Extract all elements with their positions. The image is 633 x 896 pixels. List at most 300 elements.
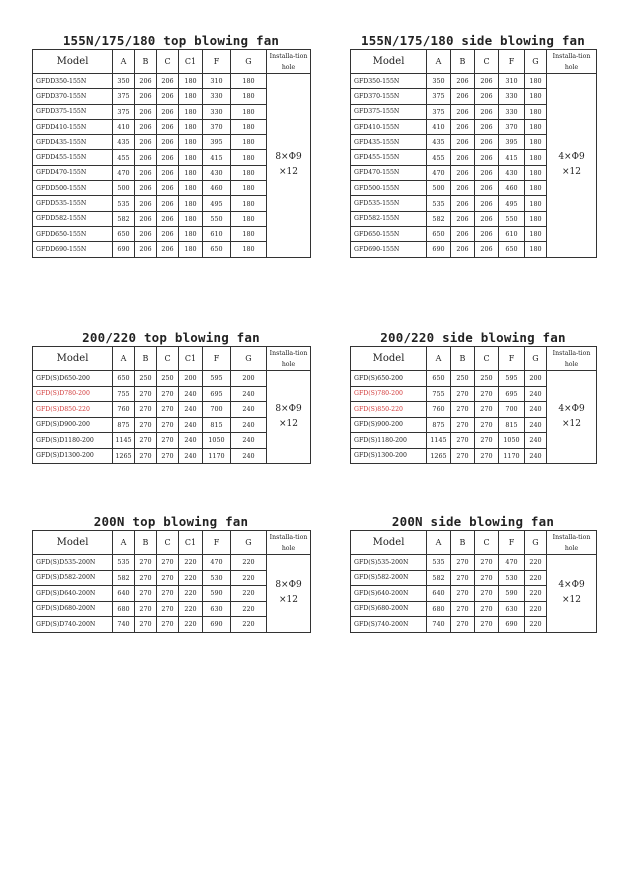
value-cell: 270 xyxy=(475,617,499,633)
value-cell: 530 xyxy=(203,570,231,586)
value-cell: 180 xyxy=(525,181,547,196)
value-cell: 206 xyxy=(451,196,475,211)
value-cell: 206 xyxy=(451,74,475,89)
top-blowing-fan-title: 200/220 top blowing fan xyxy=(82,330,260,345)
value-cell: 180 xyxy=(525,135,547,150)
model-cell: GFD(S)D680-200N xyxy=(33,601,113,617)
installation-hole-spec: 8×Φ9 xyxy=(275,152,302,163)
value-cell: 180 xyxy=(231,89,267,104)
model-cell: GFDD535-155N xyxy=(33,196,113,211)
value-cell: 206 xyxy=(135,104,157,119)
installation-hole-cell xyxy=(267,74,311,258)
value-cell: 330 xyxy=(499,89,525,104)
top-blowing-fan-table xyxy=(32,49,311,258)
value-cell: 206 xyxy=(135,74,157,89)
side-blowing-fan-table xyxy=(350,530,597,633)
model-cell: GFD(S)D780-200 xyxy=(33,386,113,402)
installation-hole-depth: ×12 xyxy=(279,419,298,429)
value-cell: 220 xyxy=(179,586,203,602)
value-cell: 455 xyxy=(113,150,135,165)
value-cell: 206 xyxy=(451,242,475,257)
value-cell: 755 xyxy=(113,386,135,402)
value-cell: 582 xyxy=(427,211,451,226)
value-cell: 206 xyxy=(451,119,475,134)
value-cell: 240 xyxy=(525,433,547,449)
model-cell: GFD(S)D850-220 xyxy=(33,402,113,418)
model-cell: GFD(S)D900-200 xyxy=(33,417,113,433)
top-blowing-fan-block xyxy=(32,33,311,258)
column-header: F xyxy=(203,347,231,371)
installation-hole-cell xyxy=(547,555,597,633)
column-header: F xyxy=(499,50,525,74)
value-cell: 395 xyxy=(203,135,231,150)
value-cell: 220 xyxy=(179,617,203,633)
value-cell: 690 xyxy=(427,242,451,257)
value-cell: 206 xyxy=(475,181,499,196)
value-cell: 650 xyxy=(203,242,231,257)
value-cell: 370 xyxy=(499,119,525,134)
value-cell: 240 xyxy=(231,402,267,418)
value-cell: 206 xyxy=(157,242,179,257)
value-cell: 220 xyxy=(231,570,267,586)
value-cell: 1145 xyxy=(427,433,451,449)
side-blowing-fan-block xyxy=(350,33,597,258)
value-cell: 180 xyxy=(231,104,267,119)
top-blowing-fan-title: 155N/175/180 top blowing fan xyxy=(62,33,280,48)
column-header: B xyxy=(135,50,157,74)
value-cell: 250 xyxy=(135,371,157,387)
side-blowing-fan-title: 200/220 side blowing fan xyxy=(380,330,566,345)
value-cell: 270 xyxy=(475,433,499,449)
value-cell: 180 xyxy=(179,89,203,104)
value-cell: 415 xyxy=(499,150,525,165)
value-cell: 630 xyxy=(499,601,525,617)
value-cell: 270 xyxy=(451,417,475,433)
column-header: A xyxy=(113,50,135,74)
value-cell: 375 xyxy=(113,89,135,104)
value-cell: 550 xyxy=(203,211,231,226)
value-cell: 240 xyxy=(179,448,203,464)
value-cell: 270 xyxy=(135,617,157,633)
value-cell: 206 xyxy=(475,211,499,226)
value-cell: 200 xyxy=(179,371,203,387)
column-header: F xyxy=(203,50,231,74)
model-cell: GFD455-155N xyxy=(351,150,427,165)
value-cell: 270 xyxy=(475,402,499,418)
value-cell: 270 xyxy=(135,386,157,402)
value-cell: 206 xyxy=(135,181,157,196)
value-cell: 1145 xyxy=(113,433,135,449)
top-blowing-fan-block xyxy=(32,330,311,464)
value-cell: 330 xyxy=(203,89,231,104)
model-cell: GFD(S)535-200N xyxy=(351,555,427,571)
value-cell: 240 xyxy=(231,386,267,402)
model-cell: GFD(S)1180-200 xyxy=(351,433,427,449)
value-cell: 220 xyxy=(525,570,547,586)
value-cell: 206 xyxy=(157,74,179,89)
model-cell: GFD435-155N xyxy=(351,135,427,150)
model-cell: GFD(S)D582-200N xyxy=(33,570,113,586)
value-cell: 180 xyxy=(525,74,547,89)
value-cell: 200 xyxy=(525,371,547,387)
value-cell: 435 xyxy=(427,135,451,150)
value-cell: 270 xyxy=(157,386,179,402)
model-cell: GFD500-155N xyxy=(351,181,427,196)
value-cell: 535 xyxy=(113,196,135,211)
value-cell: 582 xyxy=(113,570,135,586)
installation-hole-spec: 4×Φ9 xyxy=(558,404,585,414)
model-cell: GFD(S)1300-200 xyxy=(351,448,427,464)
installation-hole-spec: 8×Φ9 xyxy=(275,580,302,591)
value-cell: 460 xyxy=(499,181,525,196)
value-cell: 310 xyxy=(203,74,231,89)
value-cell: 270 xyxy=(451,386,475,402)
column-header: B xyxy=(451,531,475,555)
column-header: G xyxy=(231,347,267,371)
value-cell: 206 xyxy=(475,196,499,211)
value-cell: 240 xyxy=(525,448,547,464)
value-cell: 206 xyxy=(157,196,179,211)
value-cell: 650 xyxy=(499,242,525,257)
column-header: A xyxy=(427,347,451,371)
column-header: A xyxy=(427,50,451,74)
value-cell: 500 xyxy=(113,181,135,196)
model-cell: GFD(S)640-200N xyxy=(351,586,427,602)
value-cell: 590 xyxy=(499,586,525,602)
value-cell: 270 xyxy=(451,433,475,449)
value-cell: 180 xyxy=(179,119,203,134)
column-header: B xyxy=(135,347,157,371)
column-header: Model xyxy=(351,347,427,371)
value-cell: 240 xyxy=(179,402,203,418)
value-cell: 206 xyxy=(475,226,499,241)
value-cell: 1170 xyxy=(499,448,525,464)
column-header: F xyxy=(203,531,231,555)
value-cell: 270 xyxy=(475,448,499,464)
value-cell: 270 xyxy=(451,601,475,617)
column-header: F xyxy=(499,531,525,555)
value-cell: 206 xyxy=(475,242,499,257)
value-cell: 410 xyxy=(427,119,451,134)
value-cell: 270 xyxy=(451,555,475,571)
value-cell: 695 xyxy=(499,386,525,402)
value-cell: 180 xyxy=(179,242,203,257)
value-cell: 1265 xyxy=(427,448,451,464)
value-cell: 180 xyxy=(231,211,267,226)
value-cell: 270 xyxy=(157,417,179,433)
value-cell: 180 xyxy=(231,181,267,196)
value-cell: 180 xyxy=(525,165,547,180)
value-cell: 206 xyxy=(157,226,179,241)
value-cell: 206 xyxy=(135,135,157,150)
value-cell: 206 xyxy=(157,119,179,134)
value-cell: 700 xyxy=(203,402,231,418)
value-cell: 550 xyxy=(499,211,525,226)
value-cell: 270 xyxy=(135,586,157,602)
value-cell: 180 xyxy=(231,135,267,150)
value-cell: 270 xyxy=(135,555,157,571)
value-cell: 220 xyxy=(231,555,267,571)
column-header: Installa-tion hole xyxy=(547,531,597,555)
value-cell: 220 xyxy=(231,586,267,602)
value-cell: 495 xyxy=(499,196,525,211)
value-cell: 375 xyxy=(427,89,451,104)
column-header: A xyxy=(113,531,135,555)
model-cell: GFD410-155N xyxy=(351,119,427,134)
top-blowing-fan-title: 200N top blowing fan xyxy=(93,514,249,529)
value-cell: 180 xyxy=(179,104,203,119)
value-cell: 740 xyxy=(427,617,451,633)
side-blowing-fan-title: 155N/175/180 side blowing fan xyxy=(360,33,586,48)
value-cell: 206 xyxy=(157,181,179,196)
value-cell: 270 xyxy=(475,417,499,433)
column-header: Installa-tion hole xyxy=(547,347,597,371)
column-header: G xyxy=(231,50,267,74)
model-cell: GFD370-155N xyxy=(351,89,427,104)
value-cell: 460 xyxy=(203,181,231,196)
value-cell: 680 xyxy=(427,601,451,617)
value-cell: 240 xyxy=(231,417,267,433)
value-cell: 220 xyxy=(231,617,267,633)
side-blowing-fan-block xyxy=(350,330,597,464)
value-cell: 220 xyxy=(179,555,203,571)
model-cell: GFD(S)D640-200N xyxy=(33,586,113,602)
column-header: Model xyxy=(33,50,113,74)
column-header: C1 xyxy=(179,50,203,74)
value-cell: 270 xyxy=(451,448,475,464)
value-cell: 815 xyxy=(499,417,525,433)
value-cell: 430 xyxy=(203,165,231,180)
installation-hole-spec: 8×Φ9 xyxy=(275,404,302,414)
value-cell: 206 xyxy=(451,226,475,241)
value-cell: 180 xyxy=(231,74,267,89)
value-cell: 206 xyxy=(157,104,179,119)
value-cell: 270 xyxy=(135,402,157,418)
value-cell: 350 xyxy=(113,74,135,89)
installation-hole-spec: 4×Φ9 xyxy=(558,152,585,163)
value-cell: 180 xyxy=(525,242,547,257)
table-row xyxy=(351,74,597,89)
value-cell: 250 xyxy=(157,371,179,387)
value-cell: 206 xyxy=(475,150,499,165)
model-cell: GFD375-155N xyxy=(351,104,427,119)
value-cell: 1170 xyxy=(203,448,231,464)
value-cell: 650 xyxy=(427,371,451,387)
table-row xyxy=(33,555,311,571)
value-cell: 206 xyxy=(475,89,499,104)
model-cell: GFDD370-155N xyxy=(33,89,113,104)
value-cell: 270 xyxy=(451,402,475,418)
value-cell: 350 xyxy=(427,74,451,89)
value-cell: 270 xyxy=(475,570,499,586)
installation-hole-depth: ×12 xyxy=(562,167,581,178)
value-cell: 206 xyxy=(157,211,179,226)
value-cell: 595 xyxy=(499,371,525,387)
column-header: A xyxy=(427,531,451,555)
installation-hole-cell xyxy=(267,371,311,464)
value-cell: 180 xyxy=(231,165,267,180)
value-cell: 206 xyxy=(475,104,499,119)
model-cell: GFD(S)D740-200N xyxy=(33,617,113,633)
model-cell: GFDD650-155N xyxy=(33,226,113,241)
value-cell: 690 xyxy=(203,617,231,633)
model-cell: GFDD435-155N xyxy=(33,135,113,150)
value-cell: 220 xyxy=(179,601,203,617)
value-cell: 270 xyxy=(157,433,179,449)
side-blowing-fan-title: 200N side blowing fan xyxy=(391,514,555,529)
model-cell: GFD650-155N xyxy=(351,226,427,241)
value-cell: 535 xyxy=(113,555,135,571)
value-cell: 270 xyxy=(157,586,179,602)
value-cell: 270 xyxy=(475,586,499,602)
value-cell: 206 xyxy=(157,150,179,165)
value-cell: 180 xyxy=(525,150,547,165)
value-cell: 240 xyxy=(231,448,267,464)
value-cell: 206 xyxy=(451,104,475,119)
value-cell: 680 xyxy=(113,601,135,617)
value-cell: 180 xyxy=(231,226,267,241)
value-cell: 200 xyxy=(231,371,267,387)
column-header: Model xyxy=(351,50,427,74)
value-cell: 206 xyxy=(135,242,157,257)
value-cell: 240 xyxy=(525,386,547,402)
value-cell: 270 xyxy=(157,617,179,633)
value-cell: 240 xyxy=(231,433,267,449)
value-cell: 375 xyxy=(427,104,451,119)
column-header: C1 xyxy=(179,531,203,555)
column-header: C1 xyxy=(179,347,203,371)
column-header: F xyxy=(499,347,525,371)
side-blowing-fan-table xyxy=(350,49,597,258)
value-cell: 180 xyxy=(525,211,547,226)
value-cell: 206 xyxy=(135,211,157,226)
value-cell: 240 xyxy=(525,417,547,433)
value-cell: 330 xyxy=(203,104,231,119)
value-cell: 650 xyxy=(113,226,135,241)
value-cell: 206 xyxy=(475,119,499,134)
model-cell: GFD(S)D650-200 xyxy=(33,371,113,387)
column-header: Installa-tion hole xyxy=(267,531,311,555)
value-cell: 410 xyxy=(113,119,135,134)
value-cell: 530 xyxy=(499,570,525,586)
value-cell: 650 xyxy=(427,226,451,241)
value-cell: 415 xyxy=(203,150,231,165)
model-cell: GFDD455-155N xyxy=(33,150,113,165)
value-cell: 640 xyxy=(427,586,451,602)
value-cell: 270 xyxy=(135,417,157,433)
value-cell: 180 xyxy=(525,89,547,104)
value-cell: 206 xyxy=(135,89,157,104)
value-cell: 220 xyxy=(179,570,203,586)
value-cell: 582 xyxy=(113,211,135,226)
value-cell: 270 xyxy=(475,601,499,617)
value-cell: 1050 xyxy=(499,433,525,449)
value-cell: 270 xyxy=(135,433,157,449)
value-cell: 206 xyxy=(157,135,179,150)
column-header: Model xyxy=(33,531,113,555)
value-cell: 240 xyxy=(179,386,203,402)
value-cell: 240 xyxy=(179,417,203,433)
model-cell: GFD(S)680-200N xyxy=(351,601,427,617)
value-cell: 180 xyxy=(179,211,203,226)
column-header: Model xyxy=(351,531,427,555)
column-header: B xyxy=(451,50,475,74)
value-cell: 470 xyxy=(203,555,231,571)
value-cell: 220 xyxy=(525,601,547,617)
value-cell: 1050 xyxy=(203,433,231,449)
column-header: G xyxy=(525,531,547,555)
installation-hole-depth: ×12 xyxy=(279,595,298,606)
value-cell: 206 xyxy=(451,181,475,196)
value-cell: 250 xyxy=(475,371,499,387)
value-cell: 630 xyxy=(203,601,231,617)
model-cell: GFD(S)650-200 xyxy=(351,371,427,387)
model-cell: GFD690-155N xyxy=(351,242,427,257)
value-cell: 270 xyxy=(135,601,157,617)
table-row xyxy=(33,74,311,89)
column-header: C xyxy=(475,531,499,555)
value-cell: 180 xyxy=(179,181,203,196)
value-cell: 500 xyxy=(427,181,451,196)
model-cell: GFDD375-155N xyxy=(33,104,113,119)
value-cell: 395 xyxy=(499,135,525,150)
value-cell: 700 xyxy=(499,402,525,418)
model-cell: GFD535-155N xyxy=(351,196,427,211)
table-row xyxy=(351,555,597,571)
model-cell: GFD(S)850-220 xyxy=(351,402,427,418)
value-cell: 815 xyxy=(203,417,231,433)
side-blowing-fan-table xyxy=(350,346,597,464)
value-cell: 330 xyxy=(499,104,525,119)
value-cell: 206 xyxy=(451,211,475,226)
value-cell: 610 xyxy=(203,226,231,241)
value-cell: 640 xyxy=(113,586,135,602)
top-blowing-fan-block xyxy=(32,514,311,633)
model-cell: GFD(S)D535-200N xyxy=(33,555,113,571)
value-cell: 435 xyxy=(113,135,135,150)
value-cell: 270 xyxy=(451,586,475,602)
side-blowing-fan-block xyxy=(350,514,597,633)
installation-hole-cell xyxy=(267,555,311,633)
installation-hole-cell xyxy=(547,371,597,464)
value-cell: 582 xyxy=(427,570,451,586)
value-cell: 270 xyxy=(475,555,499,571)
column-header: B xyxy=(451,347,475,371)
column-header: Installa-tion hole xyxy=(267,50,311,74)
value-cell: 240 xyxy=(179,433,203,449)
value-cell: 180 xyxy=(179,165,203,180)
model-cell: GFD(S)582-200N xyxy=(351,570,427,586)
column-header: C xyxy=(157,531,179,555)
value-cell: 206 xyxy=(451,89,475,104)
top-blowing-fan-table xyxy=(32,530,311,633)
installation-hole-depth: ×12 xyxy=(562,419,581,429)
value-cell: 650 xyxy=(113,371,135,387)
model-cell: GFD(S)D1180-200 xyxy=(33,433,113,449)
value-cell: 760 xyxy=(427,402,451,418)
value-cell: 270 xyxy=(157,570,179,586)
value-cell: 270 xyxy=(451,570,475,586)
model-cell: GFDD410-155N xyxy=(33,119,113,134)
value-cell: 430 xyxy=(499,165,525,180)
value-cell: 206 xyxy=(157,89,179,104)
value-cell: 310 xyxy=(499,74,525,89)
table-row xyxy=(351,371,597,387)
value-cell: 695 xyxy=(203,386,231,402)
model-cell: GFD(S)D1300-200 xyxy=(33,448,113,464)
value-cell: 180 xyxy=(525,119,547,134)
model-cell: GFDD350-155N xyxy=(33,74,113,89)
